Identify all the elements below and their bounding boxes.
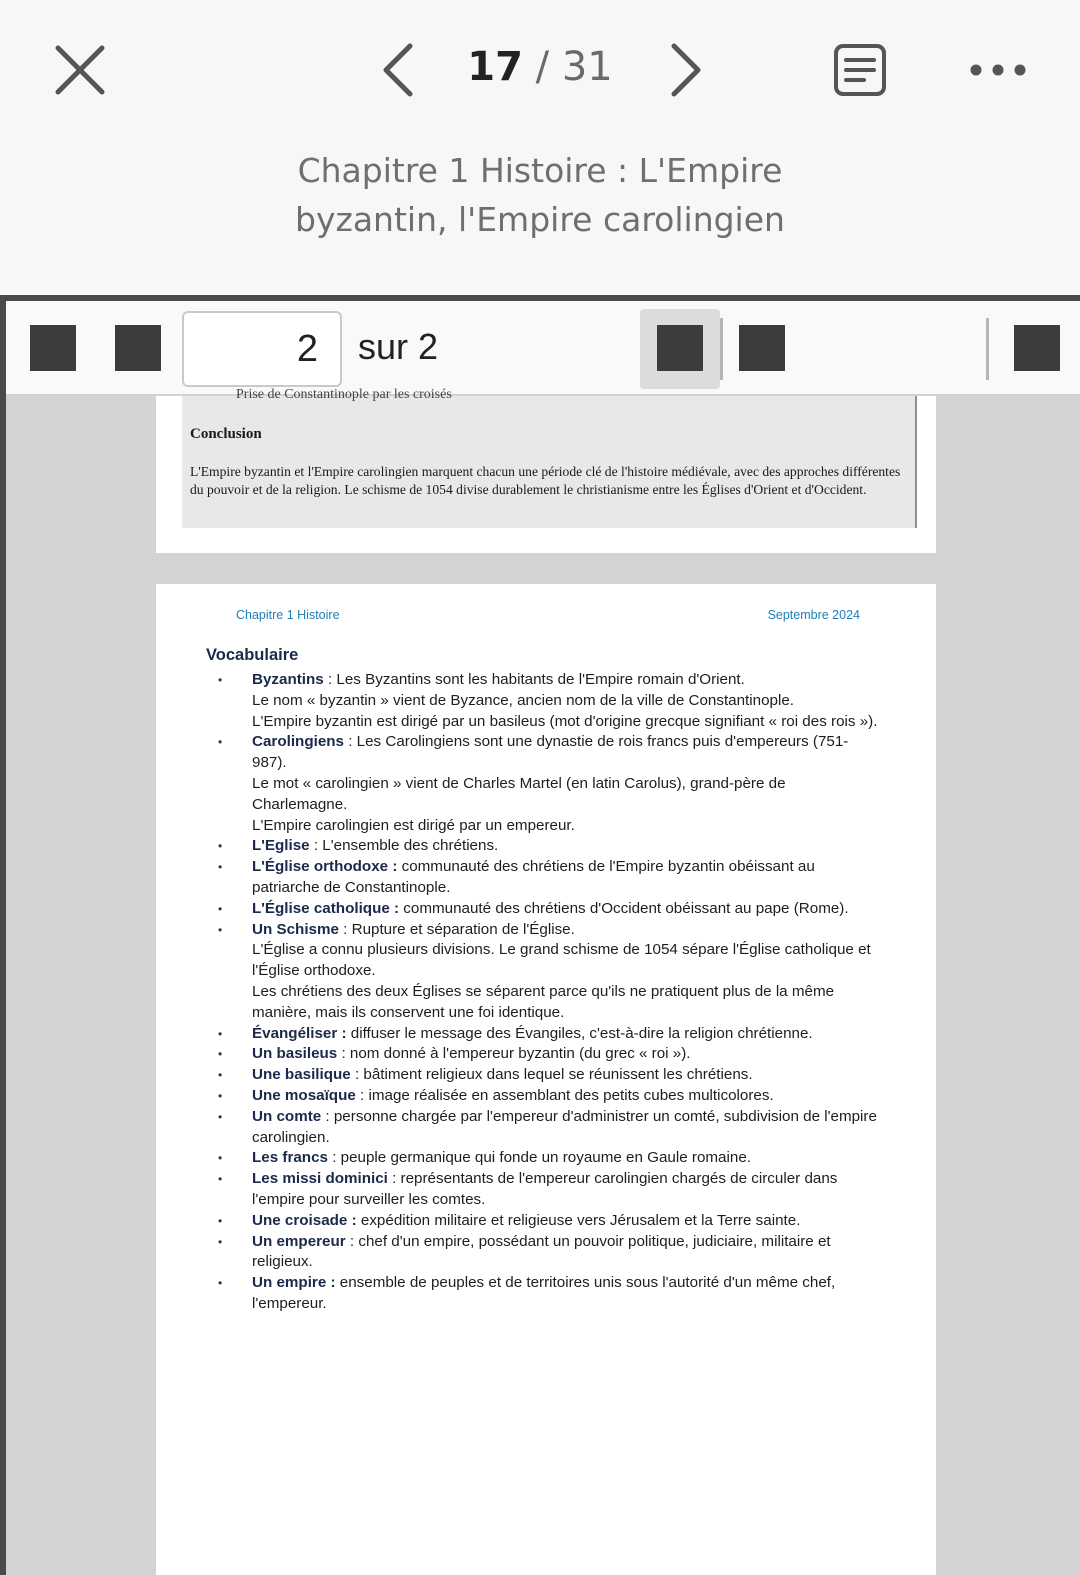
toolbar-divider bbox=[986, 318, 989, 380]
vocabulary-detail-line: Les chrétiens des deux Églises se séparent parce qu'ils ne pratiquent plus de la même manière, mais ils conservent une foi identique. bbox=[252, 982, 835, 1021]
vocabulary-detail-line: L'Empire carolingien est dirigé par un empereur. bbox=[252, 816, 575, 834]
conclusion-paragraph: L'Empire byzantin et l'Empire carolingien marquent chacun une période clé de l'histoire médiévale, avec des approches différentes du pouvoir et de la religion. Le schisme de 1054 divise durablement le christianisme entre les Églises d'Orient et d'Occident. bbox=[190, 464, 901, 497]
page-number-input[interactable]: 2 bbox=[182, 311, 342, 387]
viewer-toolbar bbox=[6, 301, 1080, 395]
more-horizontal-icon bbox=[968, 52, 1028, 88]
vocabulary-item bbox=[218, 920, 878, 1024]
vocabulary-term: Un empire : bbox=[252, 1274, 336, 1292]
page-header-left: Chapitre 1 Histoire bbox=[236, 608, 340, 622]
vocabulary-item bbox=[218, 857, 878, 899]
vocabulary-definition: diffuser le message des Évangiles, c'est-à-dire la religion chrétienne. bbox=[346, 1024, 813, 1042]
page-header-right: Septembre 2024 bbox=[767, 608, 860, 622]
document-title-line-2: byzantin, l'Empire carolingien bbox=[295, 200, 785, 239]
vocabulary-term: Byzantins bbox=[252, 671, 324, 688]
vocabulary-heading: Vocabulaire bbox=[206, 646, 299, 664]
page-separator: / bbox=[522, 44, 562, 90]
previous-page-button[interactable] bbox=[376, 40, 426, 100]
vocabulary-detail-line: Le nom « byzantin » vient de Byzance, ancien nom de la ville de Constantinople. bbox=[252, 691, 795, 709]
vocabulary-definition: communauté des chrétiens de l'Empire byzantin obéissant au patriarche de Constantinople. bbox=[252, 858, 815, 896]
document-lines-icon bbox=[832, 40, 888, 100]
vocabulary-definition: communauté des chrétiens d'Occident obéissant au pape (Rome). bbox=[399, 899, 849, 917]
vocabulary-item bbox=[218, 1273, 878, 1315]
vocabulary-term: Un comte bbox=[252, 1107, 322, 1125]
vocabulary-term: Les missi dominici bbox=[252, 1170, 388, 1188]
vocabulary-term: Une mosaïque bbox=[252, 1086, 356, 1104]
vocabulary-term: Une croisade : bbox=[252, 1211, 357, 1229]
vocabulary-item bbox=[218, 1148, 878, 1169]
vocabulary-item bbox=[218, 670, 878, 732]
vocabulary-detail-line: Le mot « carolingien » vient de Charles Martel (en latin Carolus), grand-père de Charlemagne. bbox=[252, 774, 786, 813]
vocabulary-definition: expédition militaire et religieuse vers Jérusalem et la Terre sainte. bbox=[356, 1211, 801, 1229]
chevron-left-icon bbox=[376, 40, 426, 100]
vocabulary-detail-line: L'Empire byzantin est dirigé par un basileus (mot d'origine grecque signifiant « roi des rois »). bbox=[252, 712, 878, 730]
vocabulary-list bbox=[218, 670, 878, 1315]
vocabulary-definition: ensemble de peuples et de territoires unis sous l'autorité d'un même chef, l'empereur. bbox=[252, 1274, 836, 1312]
sidebar-toggle-button[interactable] bbox=[30, 325, 76, 371]
vocabulary-item bbox=[218, 1065, 878, 1086]
vocabulary-item bbox=[218, 1044, 878, 1065]
page-count-label: sur 2 bbox=[358, 326, 439, 367]
vocabulary-term: Un basileus bbox=[252, 1045, 338, 1063]
document-details-button[interactable] bbox=[832, 40, 888, 100]
vocabulary-definition: : Rupture et séparation de l'Église. bbox=[338, 920, 575, 938]
more-options-button[interactable] bbox=[968, 52, 1028, 88]
vocabulary-detail-line: L'Église a connu plusieurs divisions. Le grand schisme de 1054 sépare l'Église catholique et l'Église orthodoxe. bbox=[252, 941, 871, 980]
vocabulary-term: Une basilique bbox=[252, 1066, 351, 1084]
vocabulary-item bbox=[218, 732, 878, 836]
cut-off-caption: Prise de Constantinople par les croisés bbox=[236, 387, 452, 402]
vocabulary-term: L'Église orthodoxe : bbox=[252, 858, 398, 876]
document-title bbox=[200, 146, 880, 244]
close-button[interactable] bbox=[50, 40, 110, 100]
vocabulary-definition: : Les Byzantins sont les habitants de l'Empire romain d'Orient. bbox=[323, 671, 745, 688]
vocabulary-definition: : image réalisée en assemblant des petits cubes multicolores. bbox=[355, 1086, 774, 1104]
total-pages-number: 31 bbox=[561, 44, 613, 90]
vocabulary-term: L'Église catholique : bbox=[252, 899, 400, 917]
vocabulary-item bbox=[218, 1211, 878, 1232]
vocabulary-definition: : personne chargée par l'empereur d'administrer un comté, subdivision de l'empire carolingien. bbox=[252, 1107, 877, 1146]
pdf-page-2 bbox=[156, 584, 936, 1575]
zoom-in-button[interactable] bbox=[739, 325, 785, 371]
vocabulary-term: Un empereur bbox=[252, 1232, 346, 1250]
vocabulary-definition: : représentants de l'empereur carolingien chargés de circuler dans l'empire pour surveiller les comtes. bbox=[252, 1170, 838, 1208]
conclusion-heading: Conclusion bbox=[190, 426, 262, 442]
close-icon bbox=[50, 40, 110, 100]
top-bar bbox=[0, 0, 1080, 140]
vocabulary-term: L'Eglise bbox=[252, 837, 310, 855]
tools-menu-button[interactable] bbox=[1014, 325, 1060, 371]
vocabulary-definition: : peuple germanique qui fonde un royaume en Gaule romaine. bbox=[327, 1149, 751, 1167]
vocabulary-term: Évangéliser : bbox=[252, 1024, 347, 1042]
find-button[interactable] bbox=[115, 325, 161, 371]
vocabulary-item bbox=[218, 1169, 878, 1211]
page-indicator bbox=[440, 44, 640, 90]
document-title-line-1: Chapitre 1 Histoire : L'Empire bbox=[297, 151, 783, 190]
vocabulary-term: Les francs bbox=[252, 1149, 328, 1167]
toolbar-divider bbox=[720, 318, 723, 380]
vocabulary-definition: : bâtiment religieux dans lequel se réunissent les chrétiens. bbox=[350, 1066, 753, 1084]
chevron-right-icon bbox=[660, 40, 710, 100]
vocabulary-item bbox=[218, 1024, 878, 1045]
vocabulary-item bbox=[218, 1232, 878, 1274]
vocabulary-term: Un Schisme bbox=[252, 920, 339, 938]
vocabulary-item bbox=[218, 899, 878, 920]
vocabulary-term: Carolingiens bbox=[252, 733, 344, 751]
next-page-button[interactable] bbox=[660, 40, 710, 100]
page-1-content bbox=[182, 387, 917, 528]
vocabulary-definition: : chef d'un empire, possédant un pouvoir politique, judiciaire, militaire et religieux. bbox=[252, 1232, 831, 1271]
vocabulary-item bbox=[218, 836, 878, 857]
vocabulary-definition: : L'ensemble des chrétiens. bbox=[309, 837, 499, 855]
zoom-out-button[interactable] bbox=[657, 325, 703, 371]
vocabulary-definition: : nom donné à l'empereur byzantin (du grec « roi »). bbox=[337, 1045, 691, 1063]
vocabulary-item bbox=[218, 1107, 878, 1149]
current-page-number: 17 bbox=[467, 44, 523, 90]
pdf-page-1 bbox=[156, 387, 936, 553]
vocabulary-item bbox=[218, 1086, 878, 1107]
vocabulary-definition: : Les Carolingiens sont une dynastie de rois francs puis d'empereurs (751-987). bbox=[252, 733, 849, 772]
